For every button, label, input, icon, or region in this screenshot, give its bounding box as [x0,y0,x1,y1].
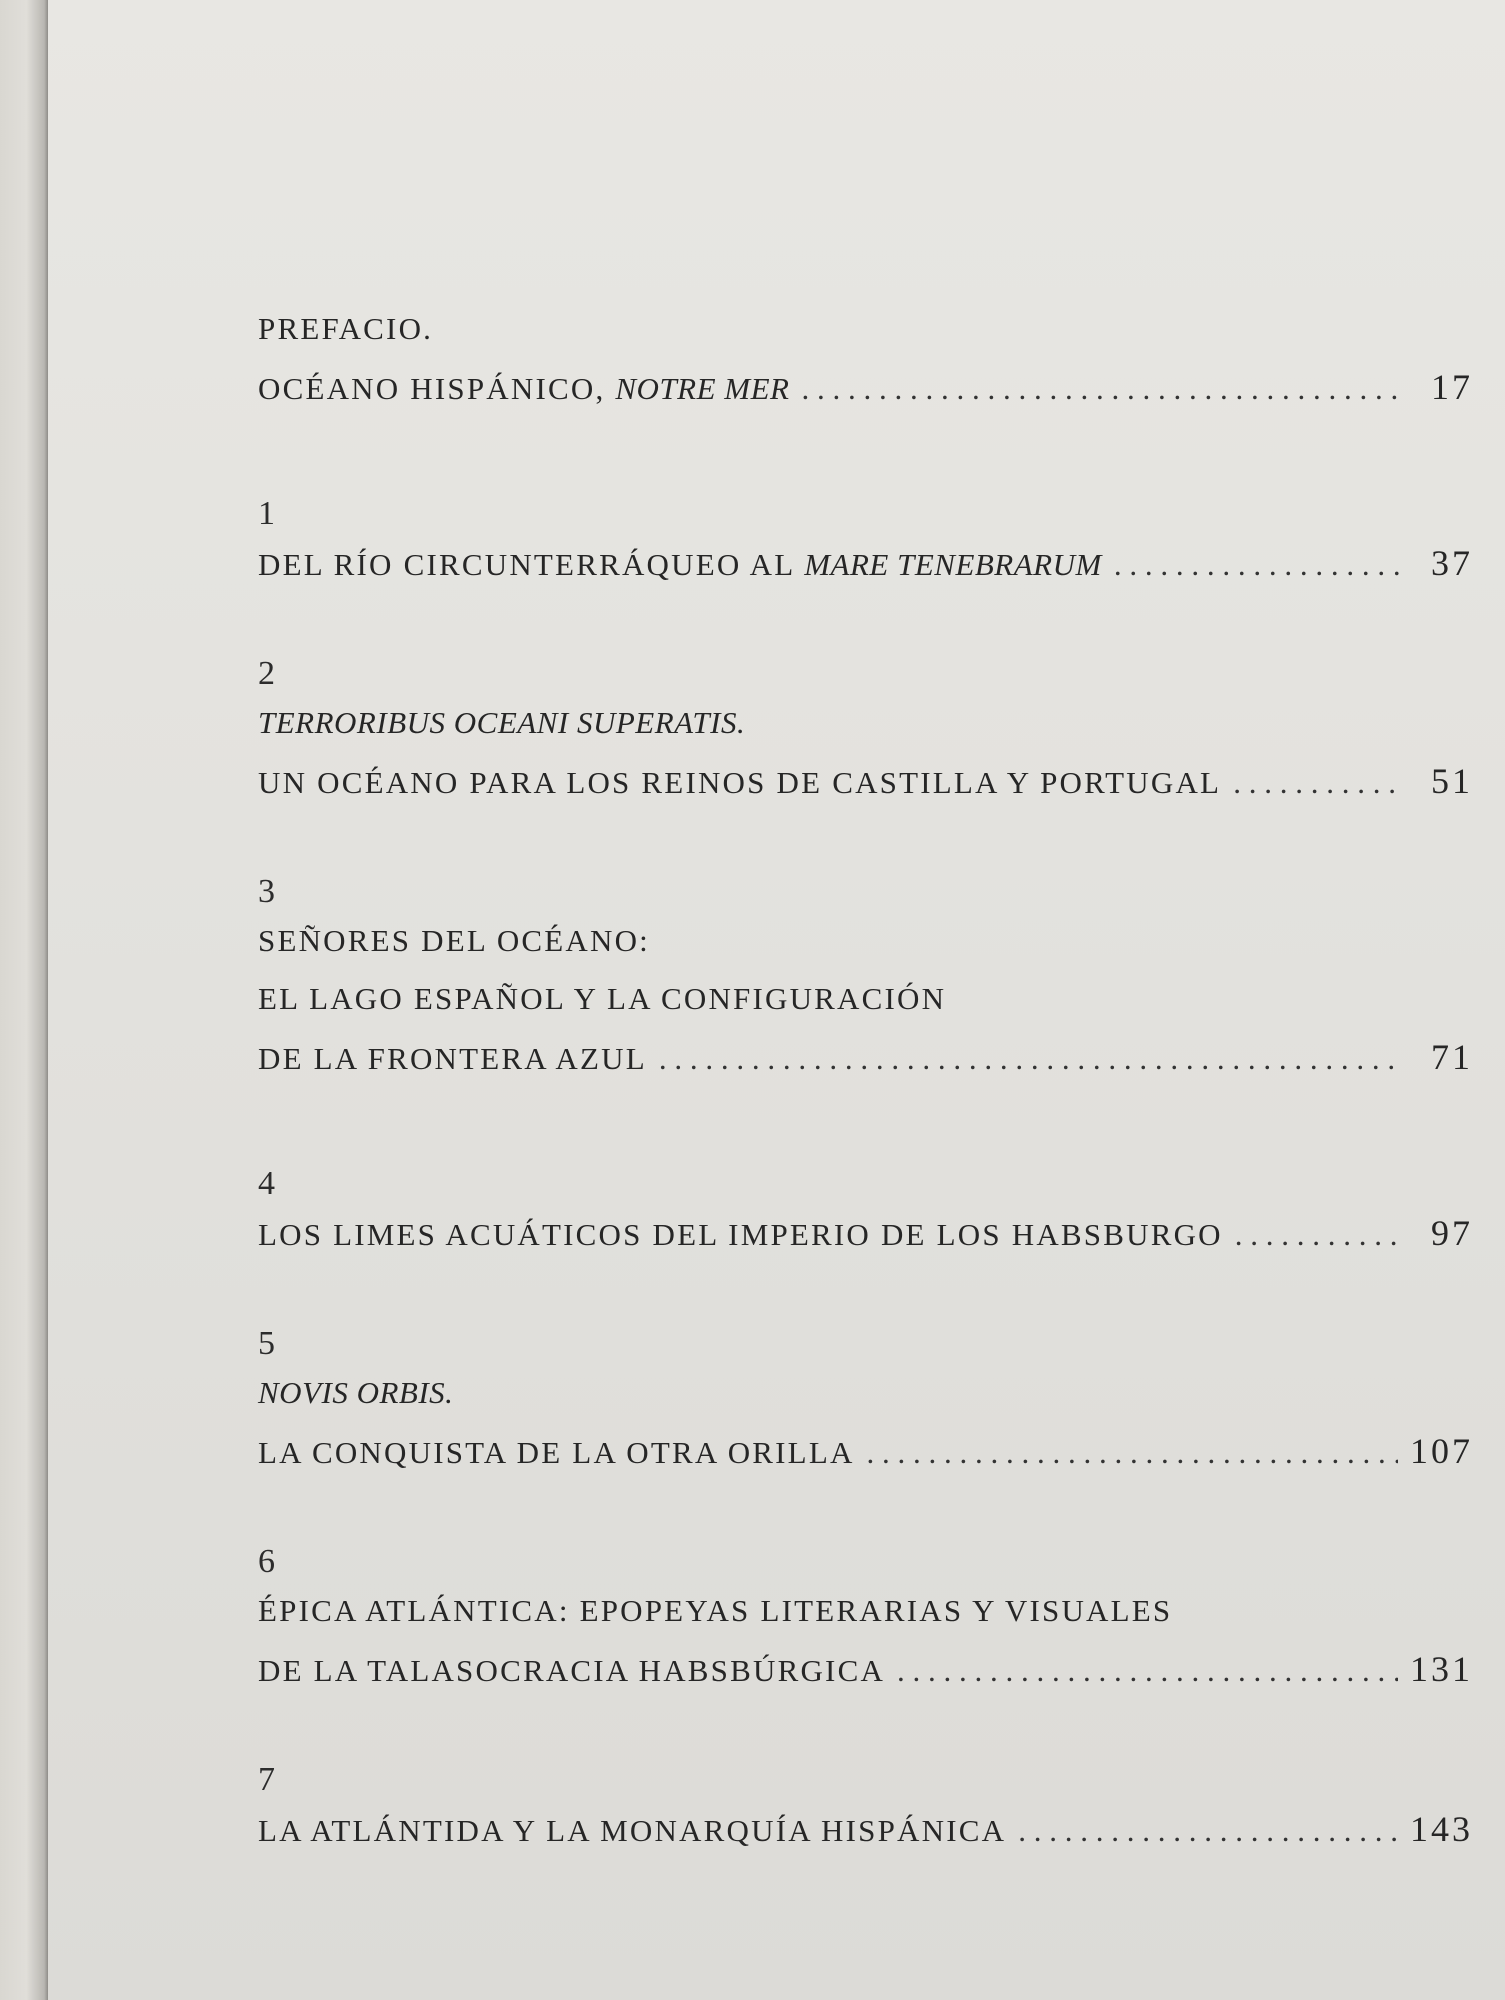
toc-chapter-3-line-1 [258,912,1473,970]
toc-chapter-1-title-line [258,534,1473,592]
dot-leader [659,1030,1401,1088]
toc-entry-prefacio [258,300,1473,416]
toc-chapter-2-subtitle-line [258,694,1473,752]
toc-entry-chapter-1 [258,494,1473,592]
toc-entry-chapter-7 [258,1760,1473,1858]
toc-prefacio-title-line [258,358,1473,416]
toc-prefacio-label-line [258,300,1473,358]
book-page [48,0,1505,2000]
chapter-number: 5 [258,1325,275,1362]
toc-chapter-5-subtitle: NOVIS ORBIS. [258,1375,454,1410]
toc-prefacio-title-text: OCÉANO HISPÁNICO, [258,371,616,406]
toc-entry-chapter-3 [258,872,1473,1086]
toc-chapter-2-title-line [258,752,1473,810]
chapter-number: 2 [258,655,275,692]
dot-leader [1114,536,1401,594]
toc-chapter-7-title-line [258,1800,1473,1858]
toc-entry-chapter-4 [258,1164,1473,1262]
toc-chapter-7-title: LA ATLÁNTIDA Y LA MONARQUÍA HISPÁNICA [258,1813,1007,1848]
chapter-number: 1 [258,495,275,532]
book-spine-edge [0,0,48,2000]
toc-chapter-6-page-number: 131 [1410,1649,1473,1689]
toc-entry-chapter-2 [258,654,1473,810]
chapter-number: 4 [258,1165,275,1202]
toc-chapter-3-page-number: 71 [1431,1037,1473,1077]
toc-chapter-1-title [258,536,1102,594]
dot-leader [1018,1802,1398,1860]
toc-chapter-6-title-part-2: DE LA TALASOCRACIA HABSBÚRGICA [258,1653,886,1688]
toc-chapter-1-title-italic: MARE TENEBRARUM [804,547,1102,582]
dot-leader [897,1642,1398,1700]
toc-chapter-5-title-line [258,1422,1473,1480]
toc-chapter-5-title: LA CONQUISTA DE LA OTRA ORILLA [258,1435,855,1470]
toc-chapter-3-title-part-3: DE LA FRONTERA AZUL [258,1041,647,1076]
toc-prefacio-title [258,360,790,418]
toc-prefacio-page-number: 17 [1431,367,1473,407]
toc-entry-chapter-6 [258,1542,1473,1698]
table-of-contents [258,300,1473,1858]
toc-chapter-6-line-1 [258,1582,1473,1640]
toc-chapter-1-page-number: 37 [1431,543,1473,583]
toc-chapter-4-title: LOS LIMES ACUÁTICOS DEL IMPERIO DE LOS HABSBURGO [258,1217,1223,1252]
toc-prefacio-label: PREFACIO. [258,311,434,346]
toc-chapter-7-page-number: 143 [1410,1809,1473,1849]
toc-chapter-3-line-3 [258,1028,1473,1086]
toc-chapter-6-line-2 [258,1640,1473,1698]
dot-leader [1235,1206,1401,1264]
toc-prefacio-title-italic: NOTRE MER [615,371,790,406]
toc-chapter-1-title-text: DEL RÍO CIRCUNTERRÁQUEO AL [258,547,805,582]
toc-chapter-4-title-line [258,1204,1473,1262]
toc-entry-chapter-5 [258,1324,1473,1480]
toc-chapter-2-title: UN OCÉANO PARA LOS REINOS DE CASTILLA Y PORTUGAL [258,765,1222,800]
dot-leader [1233,754,1401,812]
toc-chapter-6-title-part-1: ÉPICA ATLÁNTICA: EPOPEYAS LITERARIAS Y VISUALES [258,1593,1173,1628]
chapter-number: 7 [258,1761,275,1798]
chapter-number: 6 [258,1543,275,1580]
toc-chapter-5-subtitle-line [258,1364,1473,1422]
dot-leader [867,1424,1398,1482]
toc-chapter-4-page-number: 97 [1431,1213,1473,1253]
toc-chapter-3-line-2 [258,970,1473,1028]
dot-leader [802,360,1402,418]
chapter-number: 3 [258,873,275,910]
toc-chapter-2-subtitle: TERRORIBUS OCEANI SUPERATIS. [258,705,746,740]
toc-chapter-3-title-part-2: EL LAGO ESPAÑOL Y LA CONFIGURACIÓN [258,981,947,1016]
toc-chapter-2-page-number: 51 [1431,761,1473,801]
toc-chapter-3-title-part-1: SEÑORES DEL OCÉANO: [258,923,650,958]
toc-chapter-5-page-number: 107 [1410,1431,1473,1471]
